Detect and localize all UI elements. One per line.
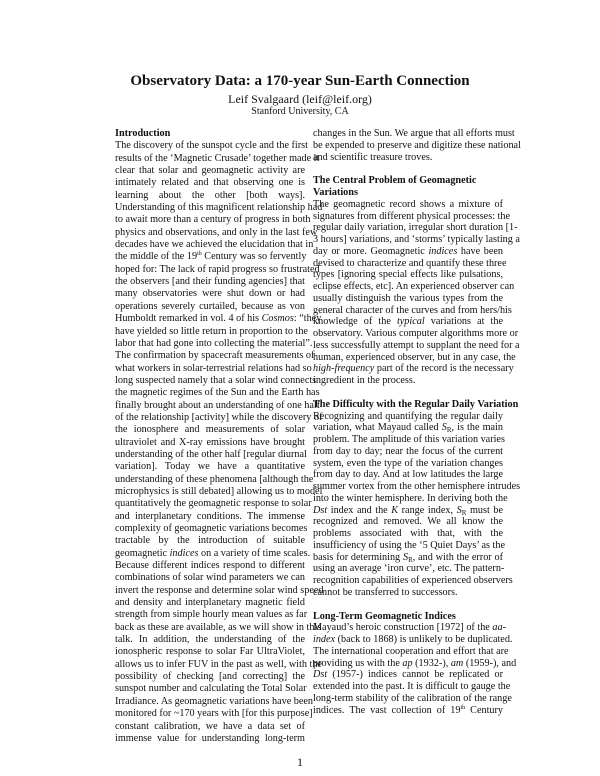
text-run: what workers in solar-terrestrial relations had so <box>115 362 312 374</box>
text-line <box>115 239 314 251</box>
text-run: , is the main <box>451 422 503 434</box>
text-run: learning about the other [both ways]. <box>115 189 305 201</box>
text-run: cannot be transferred to successors. <box>313 586 458 598</box>
paper-title: Observatory Data: a 170-year Sun-Earth Connection <box>130 73 470 89</box>
text-run: The discovery of the sunspot cycle and the first <box>115 140 308 152</box>
text-run: on a variety of time scales. <box>198 547 311 559</box>
text-line <box>313 375 503 387</box>
text-line <box>115 214 311 226</box>
text-run: problem. The amplitude of this variation varies <box>313 434 505 445</box>
section-heading: Introduction <box>115 128 171 139</box>
text-run: quantitatively the geomagnetic response to solar <box>115 498 312 510</box>
text-line <box>115 362 312 375</box>
text-line <box>313 128 515 140</box>
text-line <box>313 269 503 281</box>
text-run: , and with the error of <box>412 551 504 563</box>
text-line <box>313 528 503 540</box>
text-run: labor that had gone into collecting the material”. <box>115 337 313 349</box>
text-run: tractable by the introduction of suitable <box>115 535 305 547</box>
text-run: the middle of the 19 <box>115 251 198 263</box>
text-run: be expended to preserve and digitize these national <box>313 139 521 151</box>
paragraph-gap <box>313 599 503 611</box>
text-line <box>313 657 517 670</box>
text-line <box>115 449 305 461</box>
text-run: (1959-), and <box>463 657 517 669</box>
text-run: indices. The vast collection of 19 <box>313 704 461 716</box>
text-line <box>115 337 313 350</box>
text-run: to await more than a century of progress in both <box>115 214 311 226</box>
text-run: general character of the curves and from hers/his <box>313 304 512 316</box>
text-line <box>115 350 315 362</box>
italic-run: S <box>456 504 462 516</box>
text-line <box>115 671 305 683</box>
text-line <box>313 328 519 340</box>
text-line <box>313 411 503 423</box>
italic-run: am <box>450 657 464 669</box>
text-line <box>115 535 305 547</box>
text-run: variation, what Mayaud called <box>313 422 442 434</box>
text-run: Irradiance. As geomagnetic variations have been <box>115 695 314 707</box>
text-run: extended into the past. It is difficult to gauge the <box>313 681 511 692</box>
text-line <box>115 498 312 510</box>
text-run: (1957-) indices cannot be replicated or <box>327 669 503 681</box>
text-line <box>313 139 521 152</box>
text-line <box>115 560 305 572</box>
text-line <box>115 708 313 720</box>
text-run: types [ignoring special effects like pulsations, <box>313 269 503 281</box>
text-line <box>115 523 308 535</box>
text-run: problems associated with that, with the <box>313 528 503 539</box>
text-run: invert the response and determine solar wind speed <box>115 584 324 596</box>
text-line <box>313 622 506 634</box>
text-line <box>313 492 508 505</box>
text-line <box>115 621 322 634</box>
text-run: the magnetic regimes of the Sun and the Earth has <box>115 387 320 399</box>
italic-run: K <box>391 504 399 516</box>
text-run: into the winter hemisphere. In deriving both the <box>313 492 508 504</box>
text-line <box>115 226 318 239</box>
text-run: (1932-), <box>412 657 451 669</box>
text-line <box>313 563 503 575</box>
text-line <box>115 177 305 189</box>
text-line <box>313 645 509 658</box>
section-heading: The Central Problem of Geomagnetic <box>313 175 477 187</box>
text-run: Century <box>465 704 503 716</box>
text-run: monitored for ~170 years with [for this purpose] <box>115 708 313 720</box>
text-line <box>313 246 503 258</box>
text-line <box>313 669 503 681</box>
text-run: using an average ‘iron curve’, etc. The pattern- <box>313 563 505 575</box>
text-run: Mayaud’s heroic construction [1972] of the <box>313 622 493 634</box>
text-run: recognition capabilities of experienced observers <box>313 575 513 586</box>
text-line <box>115 325 308 338</box>
text-line <box>313 257 507 270</box>
italic-run: index <box>313 634 336 645</box>
right-column <box>313 128 521 716</box>
section-heading: The Difficulty with the Regular Daily Variation <box>313 398 519 410</box>
text-run: Recognizing and quantifying the regular daily <box>313 410 503 422</box>
text-line <box>115 251 305 263</box>
text-line <box>313 281 515 293</box>
text-run: ultraviolet and X-ray emissions have brought <box>115 436 305 448</box>
text-run: possibility of checking [and correcting] the <box>115 671 305 683</box>
text-line <box>313 304 512 317</box>
text-line <box>115 658 322 671</box>
text-line <box>313 316 503 328</box>
text-line <box>115 313 322 325</box>
italic-run: S <box>441 422 447 434</box>
text-line <box>115 547 311 560</box>
text-run: results of the ‘Magnetic Crusade’ together made it <box>115 152 320 164</box>
subscript: R <box>408 555 413 564</box>
italic-run: Cosmos <box>261 313 294 325</box>
text-line <box>115 190 305 202</box>
text-line <box>115 473 314 486</box>
text-line <box>313 222 518 234</box>
text-line <box>115 597 305 609</box>
text-line <box>115 733 305 745</box>
text-line <box>313 199 503 211</box>
text-line <box>313 705 503 717</box>
text-run: day or more. Geomagnetic <box>313 245 429 257</box>
text-run: eclipse effects, etc]. An experienced observer can <box>313 281 515 292</box>
text-run: back as these are available, as we will show in this <box>115 621 322 633</box>
text-line <box>115 485 323 498</box>
text-run: providing us with the <box>313 657 403 669</box>
text-line <box>115 301 305 313</box>
text-line <box>313 422 503 434</box>
italic-run: Dst <box>313 504 328 516</box>
text-run: human, experienced observer, but in any case, the <box>313 351 516 363</box>
text-line <box>313 634 513 646</box>
text-run: microphysics is still debated] allowing us to model <box>115 485 323 497</box>
text-line <box>313 363 514 375</box>
text-line <box>115 165 305 177</box>
text-line <box>313 434 503 446</box>
text-line <box>115 572 305 584</box>
text-run: observatory. Various computer algorithms more or <box>313 328 519 339</box>
left-column <box>115 128 324 745</box>
text-line <box>115 683 305 695</box>
text-run: The international cooperation and effort that are <box>313 645 509 657</box>
text-run: ionospheric response to solar Far UltraViolet, <box>115 646 305 658</box>
text-line <box>313 469 503 481</box>
text-run: the observers [and their funding agencies] that <box>115 276 305 288</box>
text-run: finally brought about an understanding of one half <box>115 399 321 411</box>
text-run: signatures from different physical processes: the <box>313 210 510 222</box>
text-run: intimately related and that observing one is <box>115 177 305 189</box>
text-run: basis for determining <box>313 551 403 563</box>
text-run: must be <box>466 504 503 516</box>
text-line <box>115 140 308 152</box>
text-line <box>313 152 503 164</box>
text-line <box>313 446 503 458</box>
text-run: insufficiency of using the ‘5 Quiet Days’ as the <box>313 539 506 551</box>
text-line <box>115 424 305 436</box>
italic-run: typical <box>396 316 425 328</box>
text-run: have been <box>457 245 503 257</box>
italic-run: indices <box>428 245 458 257</box>
text-run: and scientific treasure troves. <box>313 151 433 163</box>
text-line <box>115 288 305 300</box>
text-run: combinations of solar wind parameters we can <box>115 572 305 584</box>
subscript: R <box>446 426 452 435</box>
text-line <box>115 152 320 165</box>
text-line <box>115 721 305 733</box>
text-line <box>313 587 503 599</box>
italic-run: high-frequency <box>313 363 375 375</box>
text-run: : “they <box>293 313 322 325</box>
text-line <box>115 609 308 621</box>
text-run: usually distinguish the various types from the <box>313 292 503 304</box>
superscript: th <box>460 704 466 711</box>
italic-run: aa- <box>492 622 506 634</box>
paragraph-gap <box>313 163 503 175</box>
text-line <box>115 584 324 597</box>
text-line <box>313 575 513 587</box>
text-run: long-term stability of the calibration of the range <box>313 692 512 704</box>
text-run: summer vortex from the other hemisphere intrudes <box>313 481 521 492</box>
text-line <box>115 374 317 387</box>
paragraph-gap <box>313 387 503 399</box>
text-line <box>313 339 520 352</box>
italic-run: Dst <box>313 669 328 681</box>
text-line <box>115 202 323 214</box>
paper-affiliation: Stanford University, CA <box>251 106 349 117</box>
text-run: strength from simple hourly mean values as far <box>115 609 308 621</box>
text-line <box>115 511 305 523</box>
text-run: part of the record is the necessary <box>374 363 514 375</box>
text-run: allows us to infer FUV in the past as well, with the <box>115 658 322 670</box>
text-run: many observatories were shut down or had <box>115 288 305 300</box>
italic-run: S <box>402 551 409 563</box>
text-line <box>313 681 511 693</box>
text-line <box>313 516 503 528</box>
text-line <box>313 692 512 705</box>
text-run: sunspot number and calculating the Total Solar <box>115 683 307 695</box>
text-line <box>115 399 321 412</box>
text-run: clear that solar and geomagnetic activity are <box>115 165 305 177</box>
text-run: physics and observations, and only in the last few <box>115 226 318 238</box>
text-run: long suspected namely that a solar wind connects <box>115 374 317 386</box>
text-line <box>313 293 503 305</box>
text-run: Because different indices respond to different <box>115 560 305 572</box>
text-run: index and the <box>327 504 392 516</box>
text-run: devised to characterize and quantify these three <box>313 257 507 269</box>
text-line <box>115 263 320 276</box>
text-run: The confirmation by spacecraft measurements of <box>115 350 315 362</box>
text-run: decades have we achieved the elucidation that in <box>115 239 314 251</box>
text-run: Understanding of this magnificent relationship had <box>115 202 323 214</box>
text-run: understanding of the other half [regular diurnal <box>115 448 307 460</box>
text-line <box>313 505 503 517</box>
text-run: have yielded so little return in proportion to the <box>115 325 308 337</box>
text-run: range index, <box>398 504 457 516</box>
text-line <box>313 552 503 564</box>
text-run: Century was so fervently <box>201 251 307 263</box>
text-line <box>115 387 320 399</box>
text-line <box>115 276 305 288</box>
text-line <box>115 695 314 708</box>
italic-run: ap <box>402 657 413 669</box>
text-line <box>313 210 510 223</box>
text-run: system, even the type of the variation changes <box>313 457 503 469</box>
text-run: understanding of these phenomena [although the <box>115 473 314 485</box>
text-run: and interplanetary conditions. The immense <box>115 510 305 522</box>
section-heading: Variations <box>313 187 358 198</box>
text-line <box>115 461 305 473</box>
text-run: knowledge of the <box>313 316 397 328</box>
text-run: and density and interplanetary magnetic field <box>115 597 305 609</box>
text-run: hoped for: The lack of rapid progress so frustrated <box>115 263 320 275</box>
text-line <box>115 411 323 424</box>
text-run: constant calibration, we have a data set of <box>115 720 305 732</box>
text-line <box>115 646 305 658</box>
text-run: The geomagnetic record shows a mixture of <box>313 198 503 210</box>
text-run: operations severely curtailed, because as von <box>115 300 305 312</box>
text-run: changes in the Sun. We argue that all efforts must <box>313 128 515 139</box>
text-line <box>313 539 506 552</box>
paper-author: Leif Svalgaard (leif@leif.org) <box>228 92 372 106</box>
text-run: immense value for understanding long-term <box>115 732 305 744</box>
text-line <box>115 634 305 646</box>
text-run: regular daily variation, irregular short duration [1- <box>313 222 518 234</box>
text-run: of the relationship [activity] while the discovery of <box>115 411 323 423</box>
text-run: 3 hours] variations, and ‘storms’ typically lasting a <box>313 234 520 245</box>
text-line <box>313 351 516 364</box>
text-run: the ionosphere and measurements of solar <box>115 424 305 436</box>
text-run: complexity of geomagnetic variations becomes <box>115 523 308 534</box>
text-run: ingredient in the process. <box>313 375 416 386</box>
text-run: less successfully attempt to supplant the need for a <box>313 339 520 351</box>
text-run: recognized and removed. We all know the <box>313 516 503 528</box>
text-run: from day to day. And at low latitudes the large <box>313 469 503 481</box>
text-run: (back to 1868) is unlikely to be duplicated. <box>335 634 513 645</box>
section-heading: Long-Term Geomagnetic Indices <box>313 610 456 622</box>
text-run: from day to day; near the focus of the current <box>313 445 503 457</box>
text-run: talk. In addition, the understanding of the <box>115 634 305 646</box>
text-run: variations at the <box>424 316 503 328</box>
subscript: R <box>461 508 467 517</box>
text-line <box>313 481 521 493</box>
text-line <box>313 234 520 246</box>
text-run: geomagnetic <box>115 547 170 559</box>
text-run: variation]. Today we have a quantitative <box>115 461 305 473</box>
text-line <box>115 437 305 449</box>
text-line <box>313 458 503 470</box>
page-number: 1 <box>297 755 303 769</box>
italic-run: indices <box>169 547 199 559</box>
text-run: Humboldt remarked in vol. 4 of his <box>115 313 262 325</box>
superscript: th <box>197 251 202 258</box>
